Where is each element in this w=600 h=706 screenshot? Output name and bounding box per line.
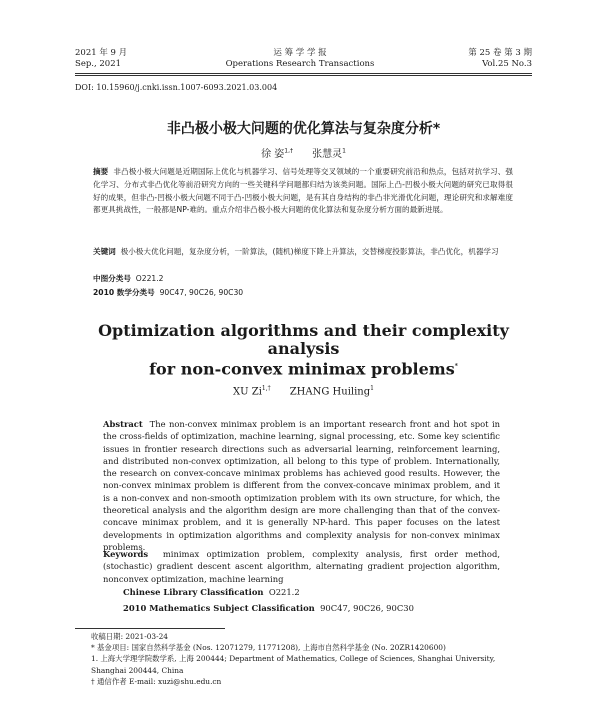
keywords-cn-label: 关键词 bbox=[93, 247, 116, 256]
authors-en bbox=[75, 385, 532, 397]
header-journal-en: Operations Research Transactions bbox=[225, 59, 375, 69]
msc-cn bbox=[93, 287, 513, 300]
author1-cn: 徐 姿 bbox=[261, 149, 285, 160]
header-date-cn: 2021 年 9 月 bbox=[75, 48, 128, 58]
footnote-fund: * 基金项目: 国家自然科学基金 (Nos. 12071279, 11771208), 上海市自然科学基金 (No. 20ZR1420600) bbox=[91, 643, 446, 653]
author1-cn-sup: 1,† bbox=[284, 147, 293, 155]
footnote-received: 收稿日期: 2021-03-24 bbox=[91, 632, 169, 641]
keywords-cn bbox=[93, 246, 513, 259]
author2-en: ZHANG Huiling bbox=[289, 386, 371, 398]
header-journal-cn: 运 筹 学 学 报 bbox=[273, 48, 327, 58]
clc-cn bbox=[93, 273, 513, 286]
header-right bbox=[400, 48, 532, 70]
header-date-en: Sep., 2021 bbox=[75, 59, 122, 69]
title-en-mark: * bbox=[454, 363, 458, 370]
clc-cn-value: O221.2 bbox=[135, 274, 164, 283]
footnote-rule bbox=[75, 628, 225, 629]
title-en-line2: for non-convex minimax problems bbox=[149, 359, 455, 379]
abstract-en-text: The non-convex minimax problem is an important research front and hot spot in the cross-fields of optimization, machine learning, signal processing, etc. Some key scientific issues in frontier research directions such as adversarial learning, reinforcement learning, and distributed non-convex optimization, all belong to this type of problem. Internationally, the research on convex-concave minimax problems has achieved good results. However, the non-convex minimax problem is different from the convex-concave minimax problem, and it is a non-convex and non-smooth optimization problem with its own structure, for which, the theoretical analysis and the algorithm design are more challenging than that of the convex-concave minimax problem, and it is generally NP-hard. This paper focuses on the latest developments in optimization algorithms and complexity analysis for non-convex minimax problems. bbox=[103, 419, 501, 552]
abstract-en-label: Abstract bbox=[103, 419, 143, 429]
keywords-en-label: Keywords bbox=[103, 549, 149, 559]
abstract-cn-text: 非凸极小极大问题是近期国际上优化与机器学习、信号处理等交叉领域的一个重要研究前沿和热点，包括对抗学习、强化学习、分布式非凸优化等前沿研究方向的一些关键科学问题都归结为该类问题。国际上凸-凹极小极大问题的研究已取得很好的成果，但非凸-凹极小极大问题不同于凸-凹极小极大问题，是有其自身结构的非凸非光滑优化问题，理论研究和求解难度都更具挑战性，一般都是NP-难的。重点介绍非凸极小极大问题的优化算法和复杂度分析方面的最新进展。 bbox=[93, 167, 513, 215]
keywords-en bbox=[103, 548, 500, 585]
abstract-en bbox=[103, 418, 500, 553]
header-volume-en: Vol.25 No.3 bbox=[482, 59, 532, 69]
author1-en: XU Zi bbox=[233, 386, 262, 398]
clc-en-label: Chinese Library Classification bbox=[123, 587, 264, 597]
title-en-line1: Optimization algorithms and their complexity analysis bbox=[98, 321, 509, 358]
keywords-cn-text: 极小极大优化问题，复杂度分析，一阶算法，(随机)梯度下降上升算法，交替梯度投影算法，非凸优化，机器学习 bbox=[120, 247, 499, 256]
abstract-cn bbox=[93, 166, 513, 217]
clc-en-value: O221.2 bbox=[268, 587, 300, 597]
doi: DOI: 10.15960/j.cnki.issn.1007-6093.2021.03.004 bbox=[75, 83, 278, 92]
msc-en-value: 90C47, 90C26, 90C30 bbox=[320, 603, 414, 613]
keywords-en-text: minimax optimization problem, complexity analysis, first order method, (stochastic) gradient descent ascent algorithm, alternating gradient projection algorithm, nonconvex optimization, machine learning bbox=[103, 549, 500, 584]
header-rule-top bbox=[75, 73, 532, 74]
title-en bbox=[60, 322, 547, 378]
msc-cn-label: 2010 数学分类号 bbox=[93, 288, 155, 297]
header-rule-bottom bbox=[75, 75, 532, 76]
title-cn: 非凸极小极大问题的优化算法与复杂度分析* bbox=[166, 121, 441, 137]
header-volume-cn: 第 25 卷 第 3 期 bbox=[468, 48, 532, 58]
author1-en-sup: 1,† bbox=[261, 385, 271, 392]
clc-en bbox=[123, 586, 500, 598]
header-center bbox=[200, 48, 400, 70]
header-left bbox=[75, 48, 127, 70]
footnote-affil: 1. 上海大学理学院数学系, 上海 200444; Department of Mathematics, College of Sciences, Shanghai University, Shanghai 200444, China bbox=[91, 654, 496, 675]
msc-en bbox=[123, 602, 500, 614]
author2-en-sup: 1 bbox=[370, 385, 374, 392]
footnote-corr: † 通信作者 E-mail: xuzi@shu.edu.cn bbox=[91, 676, 222, 686]
abstract-cn-label: 摘要 bbox=[93, 167, 109, 176]
author2-cn: 张慧灵 bbox=[312, 149, 343, 160]
msc-en-label: 2010 Mathematics Subject Classification bbox=[123, 603, 315, 613]
author2-cn-sup: 1 bbox=[342, 147, 346, 155]
clc-cn-label: 中图分类号 bbox=[93, 274, 131, 283]
footnotes bbox=[91, 631, 532, 687]
authors-cn bbox=[75, 145, 532, 160]
msc-cn-value: 90C47, 90C26, 90C30 bbox=[159, 288, 244, 297]
